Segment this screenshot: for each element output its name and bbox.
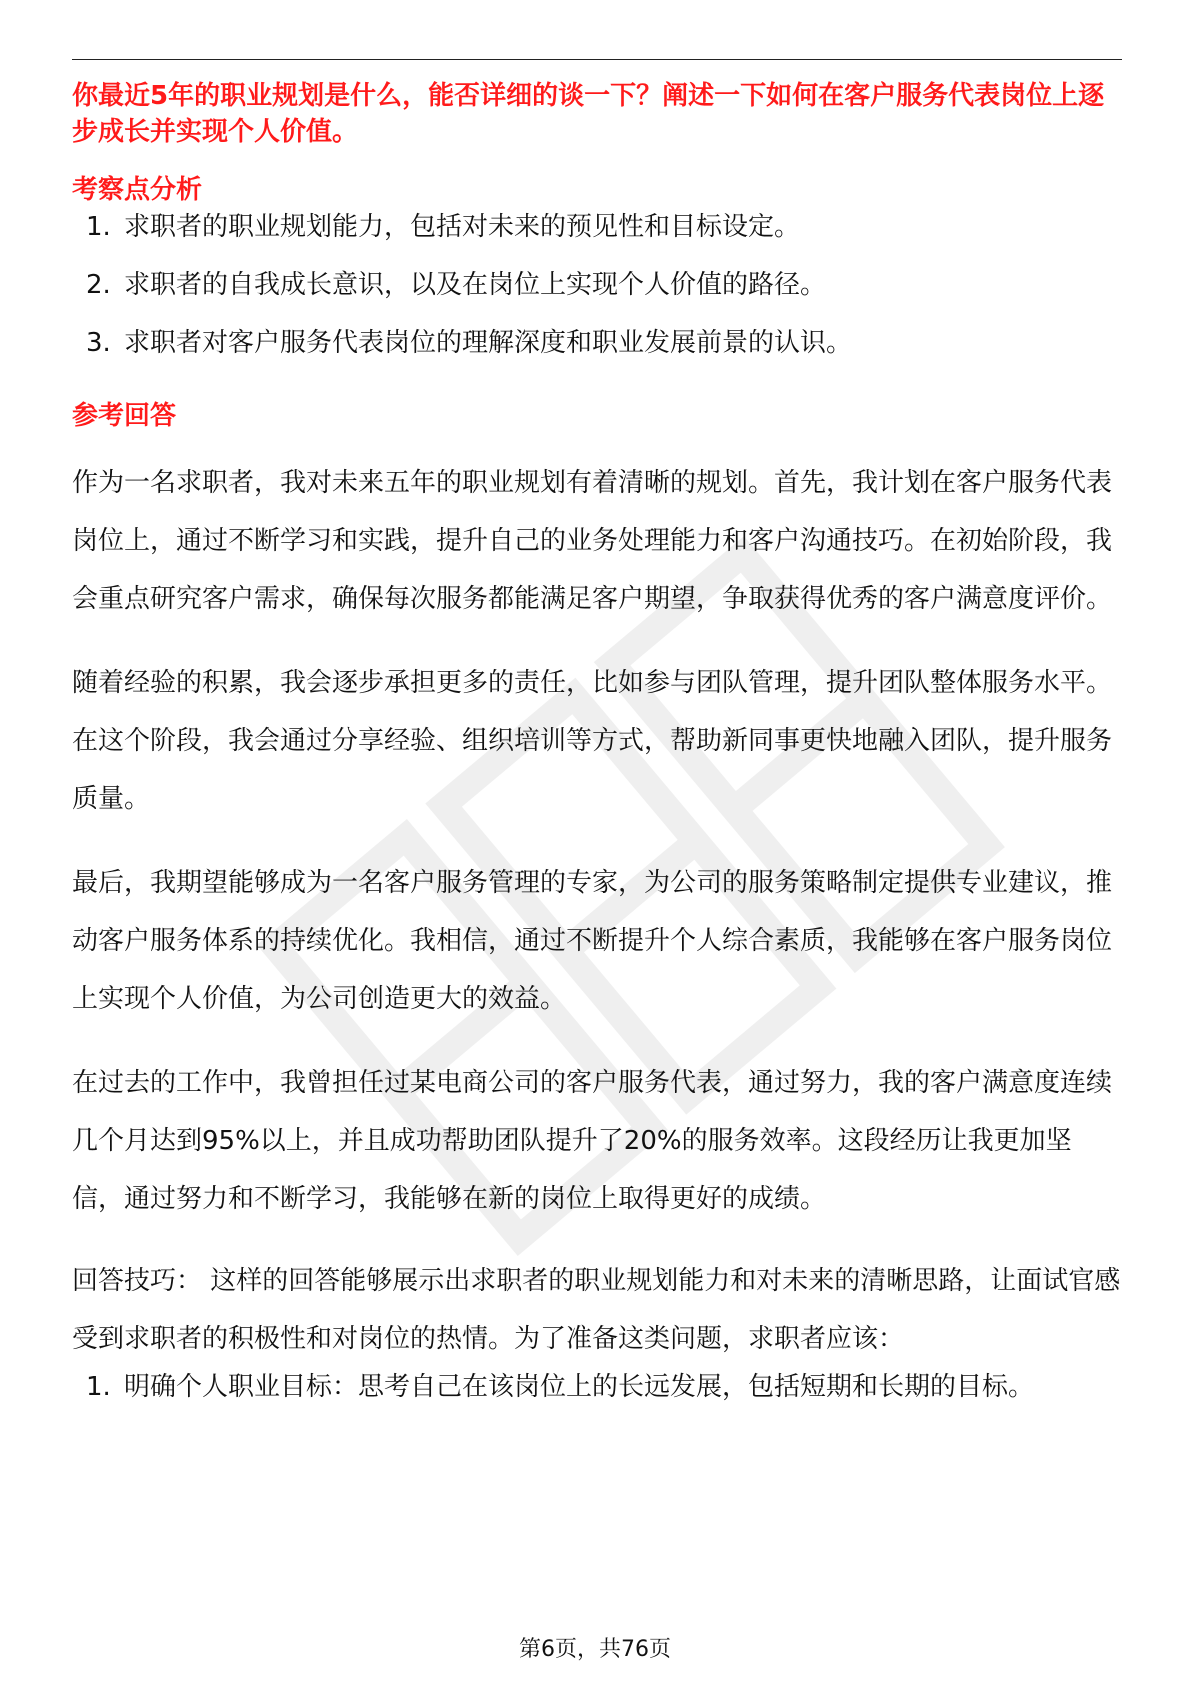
list-item-text: 求职者对客户服务代表岗位的理解深度和职业发展前景的认识。 <box>124 328 853 358</box>
header-rule <box>72 59 1122 60</box>
answer-paragraph: 作为一名求职者，我对未来五年的职业规划有着清晰的规划。首先，我计划在客户服务代表岗位上，通过不断学习和实践，提升自己的业务处理能力和客户沟通技巧。在初始阶段，我会重点研究客户需求，确保每次服务都能满足客户期望，争取获得优秀的客户满意度评价。 <box>72 468 1113 614</box>
answer-paragraph: 最后，我期望能够成为一名客户服务管理的专家，为公司的服务策略制定提供专业建议，推动客户服务体系的持续优化。我相信，通过不断提升个人综合素质，我能够在客户服务岗位上实现个人价值，为公司创造更大的效益。 <box>72 868 1113 1014</box>
list-number: 3. <box>86 328 111 358</box>
list-item-text: 求职者的自我成长意识，以及在岗位上实现个人价值的路径。 <box>124 270 827 300</box>
analysis-title: 考察点分析 <box>72 175 203 205</box>
list-number: 1. <box>86 1372 111 1402</box>
question-heading: 你最近5年的职业规划是什么，能否详细的谈一下？阐述一下如何在客户服务代表岗位上逐步成长并实现个人价值。 <box>72 81 1105 147</box>
page-footer: 第6页，共76页 <box>519 1637 671 1662</box>
tips-list <box>72 1368 1122 1406</box>
list-item <box>72 208 1122 246</box>
list-item-text: 明确个人职业目标：思考自己在该岗位上的长远发展，包括短期和长期的目标。 <box>124 1372 1035 1402</box>
document-body <box>72 78 1122 1406</box>
list-item-text: 求职者的职业规划能力，包括对未来的预见性和目标设定。 <box>124 212 801 242</box>
answer-paragraph: 随着经验的积累，我会逐步承担更多的责任，比如参与团队管理，提升团队整体服务水平。在这个阶段，我会通过分享经验、组织培训等方式，帮助新同事更快地融入团队，提升服务质量。 <box>72 668 1113 814</box>
answer-title: 参考回答 <box>72 401 177 431</box>
answer-paragraph: 在过去的工作中，我曾担任过某电商公司的客户服务代表，通过努力，我的客户满意度连续几个月达到95%以上，并且成功帮助团队提升了20%的服务效率。这段经历让我更加坚信，通过努力和不断学习，我能够在新的岗位上取得更好的成绩。 <box>72 1068 1113 1214</box>
list-number: 2. <box>86 270 111 300</box>
list-item <box>72 324 1122 362</box>
answer-tips-intro: 回答技巧： 这样的回答能够展示出求职者的职业规划能力和对未来的清晰思路，让面试官感受到求职者的积极性和对岗位的热情。为了准备这类问题，求职者应该： <box>72 1266 1121 1354</box>
list-item <box>72 266 1122 304</box>
list-number: 1. <box>86 212 111 242</box>
list-item <box>72 1368 1122 1406</box>
analysis-list <box>72 208 1122 362</box>
